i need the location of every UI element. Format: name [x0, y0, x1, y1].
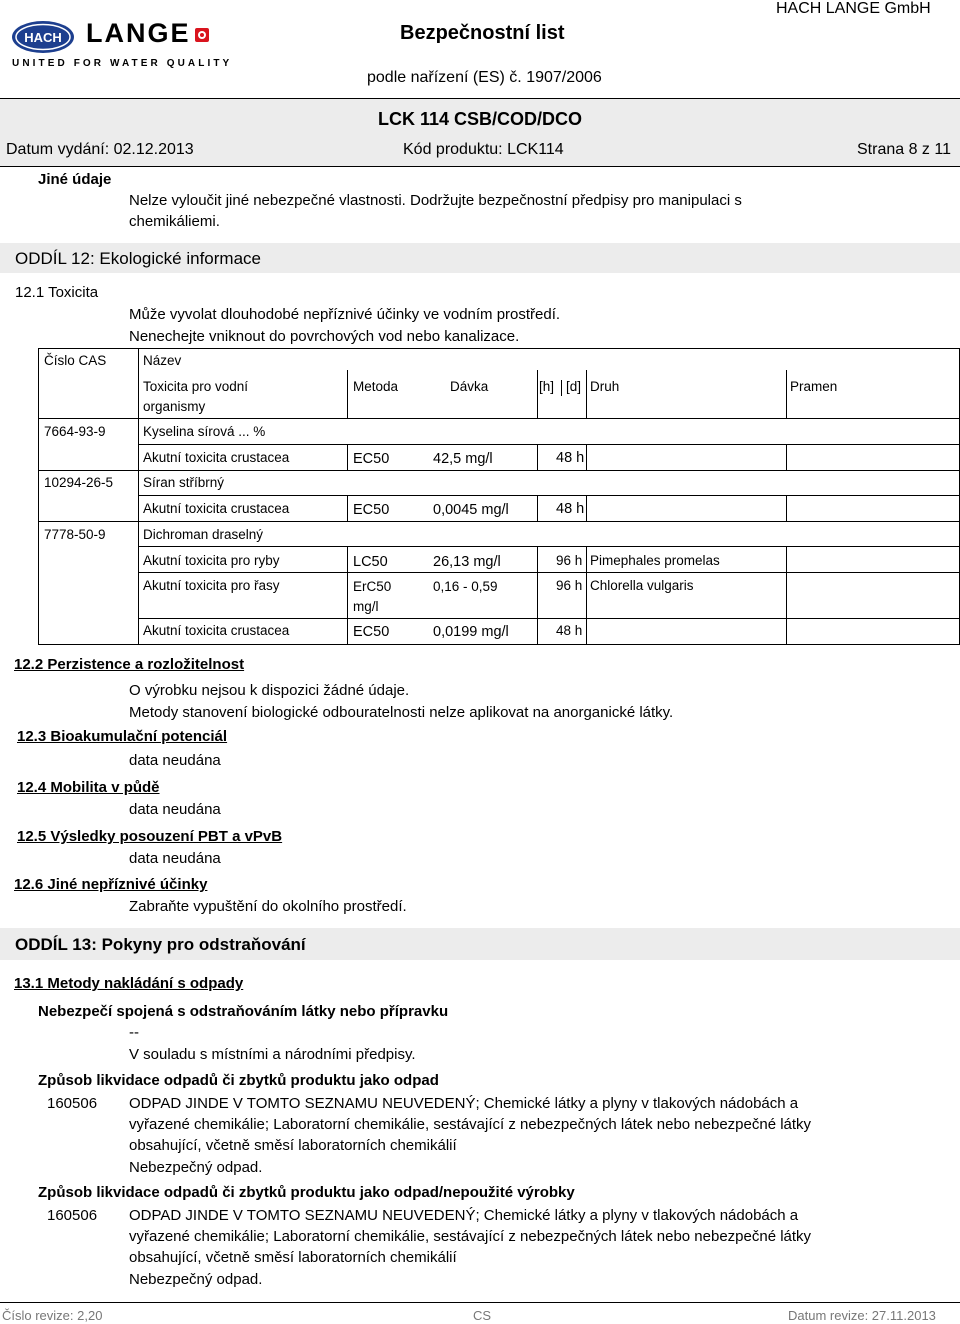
pbt-heading: 12.5 Výsledky posouzení PBT a vPvB — [17, 828, 283, 845]
col-header-toxicity: Toxicita pro vodní — [143, 379, 249, 394]
persistence-line1: O výrobku nejsou k dispozici žádné údaje. — [129, 682, 410, 699]
table-line — [38, 644, 960, 645]
tox-hours: 96 h — [556, 578, 583, 593]
other-info-line1: Nelze vyloučit jiné nebezpečné vlastnosti. Dodržujte bezpečnostní předpisy pro manipulaci s — [129, 192, 742, 209]
col-header-source: Pramen — [790, 379, 838, 394]
section13-title: ODDÍL 13: Pokyny pro odstraňování — [15, 935, 306, 954]
unused-waste-heading: Způsob likvidace odpadů či zbytků produktu jako odpad/nepoužité výrobky — [38, 1184, 575, 1201]
table-line — [537, 370, 538, 418]
tox-hours: 48 h — [556, 450, 585, 466]
footer-revision-date: Datum revize: 27.11.2013 — [788, 1308, 936, 1323]
substance-cas: 7778-50-9 — [44, 527, 106, 542]
toxicity-heading: 12.1 Toxicita — [15, 284, 99, 301]
tox-type: Akutní toxicita crustacea — [143, 501, 290, 516]
disposal-hazard-text: V souladu s místními a národními předpisy. — [129, 1046, 416, 1063]
issue-date: Datum vydání: 02.12.2013 — [6, 141, 194, 158]
substance-name: Kyselina sírová ... % — [143, 424, 266, 439]
table-line — [38, 348, 39, 644]
col-header-name: Název — [143, 353, 182, 368]
table-line — [561, 380, 562, 396]
tox-method-unit: mg/l — [353, 599, 379, 614]
persistence-line2: Metody stanovení biologické odbouratelnosti nelze aplikovat na anorganické látky. — [129, 704, 674, 721]
table-line — [586, 546, 587, 644]
table-line — [38, 470, 960, 471]
tox-dose: 0,0045 mg/l — [433, 502, 509, 518]
tox-dose: 0,0199 mg/l — [433, 624, 509, 640]
footer-divider — [0, 1302, 960, 1303]
toxicity-line1: Může vyvolat dlouhodobé nepříznivé účinky ve vodním prostředí. — [129, 306, 561, 323]
tox-dose: 26,13 mg/l — [433, 554, 501, 570]
other-effects-heading: 12.6 Jiné nepříznivé účinky — [14, 876, 208, 893]
tox-method: EC50 — [353, 624, 390, 640]
col-header-hours: [h] — [539, 379, 555, 394]
substance-cas: 7664-93-9 — [44, 424, 106, 439]
col-header-dose: Dávka — [450, 379, 489, 394]
table-line — [38, 348, 960, 349]
table-line — [537, 444, 538, 470]
table-line — [347, 495, 348, 521]
hach-logo-icon — [11, 20, 75, 54]
mobility-text: data neudána — [129, 801, 221, 818]
pbt-text: data neudána — [129, 850, 221, 867]
tox-hours: 48 h — [556, 501, 585, 517]
tox-type: Akutní toxicita pro řasy — [143, 578, 280, 593]
table-line — [138, 495, 960, 496]
unused-waste-code: 160506 — [47, 1207, 98, 1224]
col-header-days: [d] — [566, 379, 582, 394]
unused-waste-line2: vyřazené chemikálie; Laboratorní chemikálie, sestávající z nebezpečných látek nebo nebezpečné látky — [129, 1228, 812, 1245]
bioaccumulation-text: data neudána — [129, 752, 221, 769]
page-number: Strana 8 z 11 — [857, 141, 951, 158]
table-line — [786, 444, 787, 470]
table-line — [347, 370, 348, 418]
tagline: UNITED FOR WATER QUALITY — [12, 58, 233, 69]
page-title: Bezpečnostní list — [400, 22, 565, 44]
waste-methods-heading: 13.1 Metody nakládání s odpady — [14, 975, 244, 992]
tox-method: EC50 — [353, 451, 390, 467]
table-line — [537, 495, 538, 521]
product-waste-line3: obsahující, včetně směsí laboratorních chemikálií — [129, 1137, 457, 1154]
product-name: LCK 114 CSB/COD/DCO — [378, 109, 583, 129]
tox-type: Akutní toxicita crustacea — [143, 450, 290, 465]
product-waste-line4: Nebezpečný odpad. — [129, 1159, 263, 1176]
disposal-hazard-heading: Nebezpečí spojená s odstraňováním látky nebo přípravku — [38, 1003, 449, 1020]
other-effects-text: Zabraňte vypuštění do okolního prostředí. — [129, 898, 407, 915]
table-line — [347, 546, 348, 644]
unused-waste-line4: Nebezpečný odpad. — [129, 1271, 263, 1288]
table-line — [586, 495, 587, 521]
bioaccumulation-heading: 12.3 Bioakumulační potenciál — [17, 728, 228, 745]
table-line — [537, 546, 538, 644]
tox-dose: 0,16 - 0,59 — [433, 579, 498, 594]
lange-logo: LANGE — [86, 18, 191, 48]
product-waste-line1: ODPAD JINDE V TOMTO SEZNAMU NEUVEDENÝ; Chemické látky a plyny v tlakových nádobách a — [129, 1095, 799, 1112]
tox-type: Akutní toxicita pro ryby — [143, 553, 280, 568]
company-name: HACH LANGE GmbH — [776, 0, 931, 17]
table-line — [786, 495, 787, 521]
col-header-species: Druh — [590, 379, 620, 394]
section12-title: ODDÍL 12: Ekologické informace — [15, 249, 261, 268]
table-line — [138, 444, 960, 445]
substance-cas: 10294-26-5 — [44, 475, 114, 490]
product-waste-line2: vyřazené chemikálie; Laboratorní chemikálie, sestávající z nebezpečných látek nebo nebezpečné látky — [129, 1116, 812, 1133]
col-header-method: Metoda — [353, 379, 399, 394]
table-line — [138, 618, 960, 619]
product-waste-heading: Způsob likvidace odpadů či zbytků produktu jako odpad — [38, 1072, 439, 1089]
toxicity-line2: Nenechejte vniknout do povrchových vod nebo kanalizace. — [129, 328, 520, 345]
header-divider — [0, 98, 960, 99]
disposal-hazard-dash: -- — [129, 1024, 139, 1041]
lange-logo-mark-icon — [195, 28, 209, 42]
col-header-cas: Číslo CAS — [44, 353, 107, 368]
unused-waste-line3: obsahující, včetně směsí laboratorních chemikálií — [129, 1249, 457, 1266]
other-info-line2: chemikáliemi. — [129, 213, 220, 230]
product-code: Kód produktu: LCK114 — [403, 141, 564, 158]
product-waste-code: 160506 — [47, 1095, 98, 1112]
footer-language: CS — [473, 1308, 492, 1323]
tox-hours: 96 h — [556, 553, 583, 568]
tox-species: Pimephales promelas — [590, 553, 720, 568]
tox-species: Chlorella vulgaris — [590, 578, 694, 593]
table-line — [138, 348, 139, 644]
hach-logo-text: HACH — [24, 30, 62, 45]
regulation: podle nařízení (ES) č. 1907/2006 — [367, 69, 602, 86]
other-info-label: Jiné údaje — [38, 171, 112, 188]
substance-name: Dichroman draselný — [143, 527, 264, 542]
header-bottom-line — [0, 166, 960, 167]
tox-method: ErC50 — [353, 579, 392, 594]
unused-waste-line1: ODPAD JINDE V TOMTO SEZNAMU NEUVEDENÝ; Chemické látky a plyny v tlakových nádobách a — [129, 1207, 799, 1224]
tox-dose: 42,5 mg/l — [433, 451, 493, 467]
table-line — [786, 546, 787, 644]
table-line — [138, 546, 960, 547]
footer-revision: Číslo revize: 2,20 — [2, 1308, 103, 1323]
table-line — [786, 370, 787, 418]
col-header-toxicity-2: organismy — [143, 399, 206, 414]
table-line — [586, 444, 587, 470]
table-line — [138, 572, 960, 573]
tox-hours: 48 h — [556, 623, 583, 638]
persistence-heading: 12.2 Perzistence a rozložitelnost — [14, 656, 245, 673]
table-line — [38, 418, 960, 419]
tox-method: EC50 — [353, 502, 390, 518]
substance-name: Síran stříbrný — [143, 475, 225, 490]
table-line — [586, 370, 587, 418]
tox-type: Akutní toxicita crustacea — [143, 623, 290, 638]
tox-method: LC50 — [353, 554, 388, 570]
mobility-heading: 12.4 Mobilita v půdě — [17, 779, 160, 796]
table-line — [38, 521, 960, 522]
table-line — [347, 444, 348, 470]
